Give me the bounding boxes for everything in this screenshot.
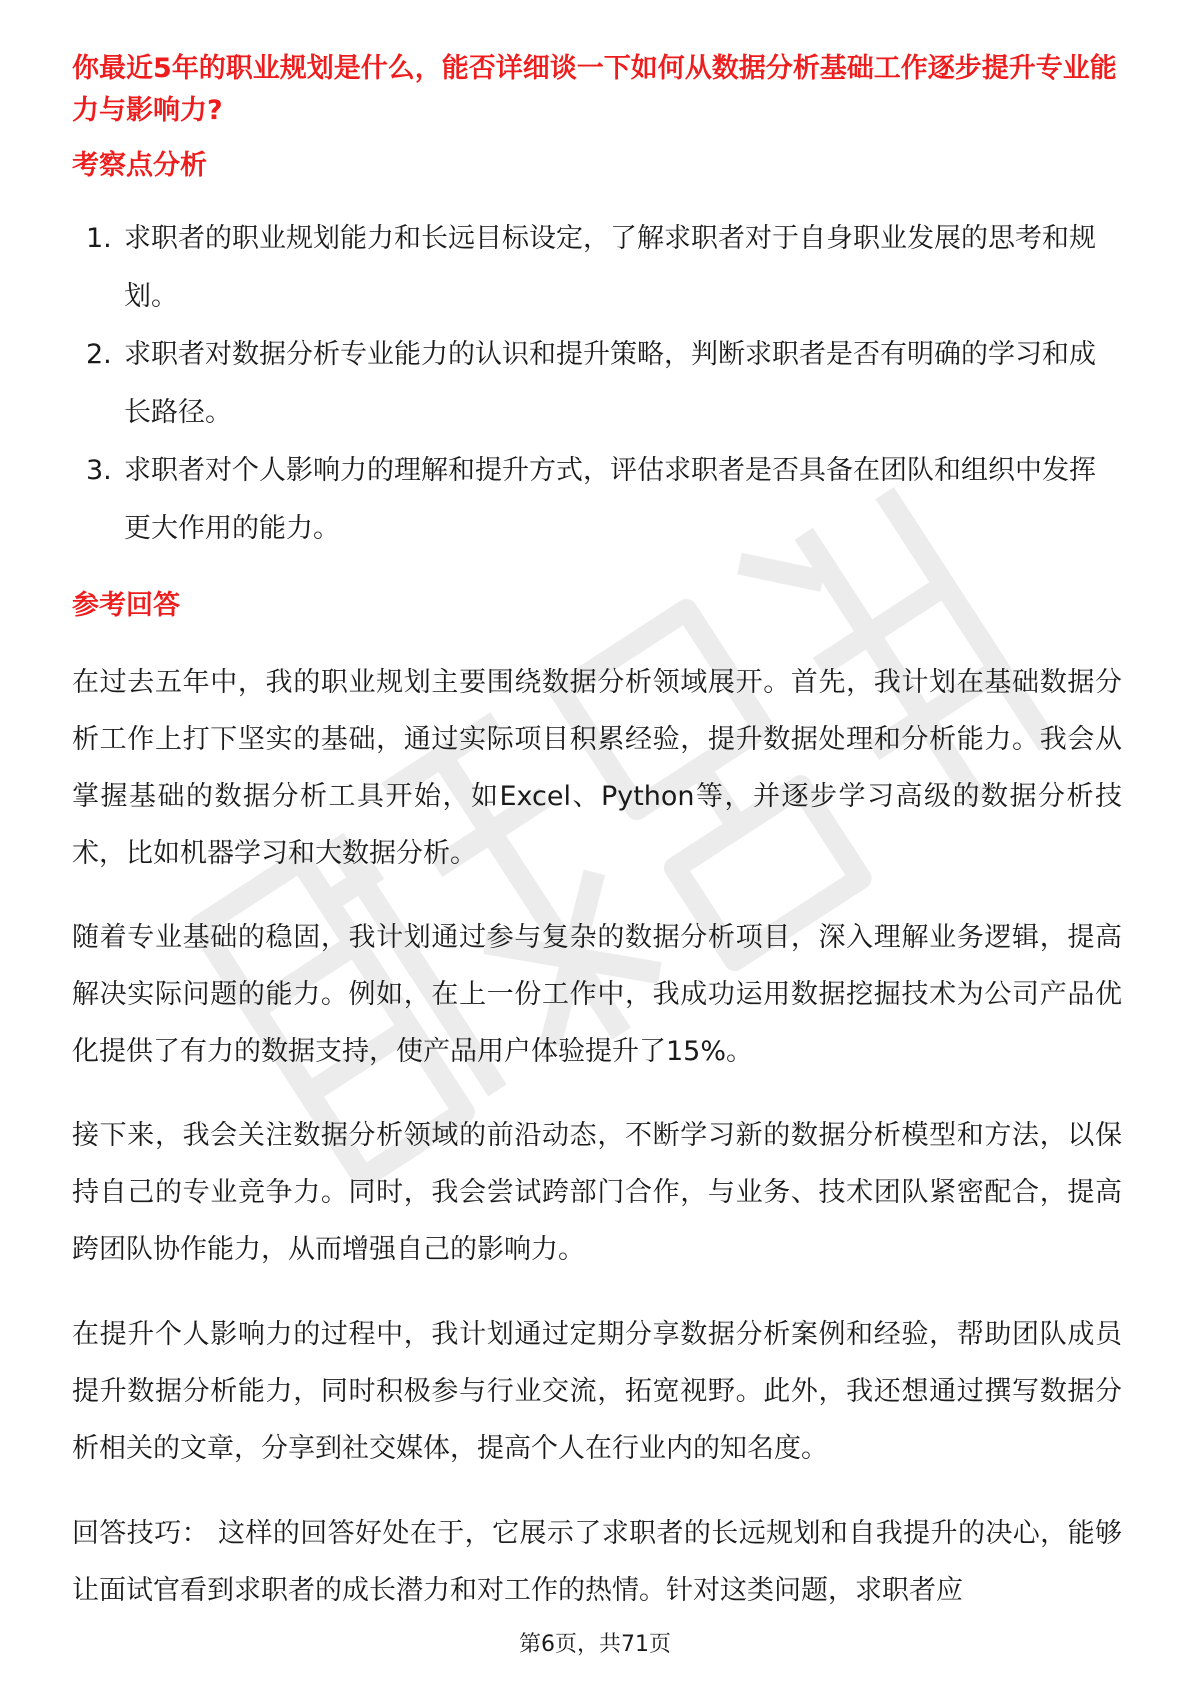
answer-paragraph: 在过去五年中，我的职业规划主要围绕数据分析领域展开。首先，我计划在基础数据分析工作上打下坚实的基础，通过实际项目积累经验，提升数据处理和分析能力。我会从掌握基础的数据分析工具开始，如Excel、Python等，并逐步学习高级的数据分析技术，比如机器学习和大数据分析。 <box>72 667 1122 869</box>
point-number: 3. <box>86 455 112 486</box>
interview-question: 你最近5年的职业规划是什么，能否详细谈一下如何从数据分析基础工作逐步提升专业能力与影响力? <box>72 53 1117 126</box>
analysis-point <box>72 210 1122 326</box>
point-number: 1. <box>86 223 112 254</box>
analysis-point <box>72 326 1122 442</box>
answer-heading: 参考回答 <box>72 590 180 621</box>
analysis-heading: 考察点分析 <box>72 150 207 181</box>
analysis-point <box>72 442 1122 558</box>
point-text: 求职者对个人影响力的理解和提升方式，评估求职者是否具备在团队和组织中发挥更大作用的能力。 <box>124 455 1096 544</box>
point-text: 求职者对数据分析专业能力的认识和提升策略，判断求职者是否有明确的学习和成长路径。 <box>124 339 1096 428</box>
answer-paragraph: 在提升个人影响力的过程中，我计划通过定期分享数据分析案例和经验，帮助团队成员提升数据分析能力，同时积极参与行业交流，拓宽视野。此外，我还想通过撰写数据分析相关的文章，分享到社交媒体，提高个人在行业内的知名度。 <box>72 1319 1122 1464</box>
point-number: 2. <box>86 339 112 370</box>
analysis-point-list <box>72 210 1122 558</box>
page-number-footer: 第6页，共71页 <box>519 1632 671 1657</box>
point-text: 求职者的职业规划能力和长远目标设定，了解求职者对于自身职业发展的思考和规划。 <box>124 223 1096 312</box>
answer-paragraph: 随着专业基础的稳固，我计划通过参与复杂的数据分析项目，深入理解业务逻辑，提高解决实际问题的能力。例如，在上一份工作中，我成功运用数据挖掘技术为公司产品优化提供了有力的数据支持，使产品用户体验提升了15%。 <box>72 922 1122 1067</box>
answer-paragraph: 接下来，我会关注数据分析领域的前沿动态，不断学习新的数据分析模型和方法，以保持自己的专业竞争力。同时，我会尝试跨部门合作，与业务、技术团队紧密配合，提高跨团队协作能力，从而增强自己的影响力。 <box>72 1120 1122 1265</box>
answer-tips-paragraph: 回答技巧： 这样的回答好处在于，它展示了求职者的长远规划和自我提升的决心，能够让面试官看到求职者的成长潜力和对工作的热情。针对这类问题，求职者应 <box>72 1518 1122 1606</box>
